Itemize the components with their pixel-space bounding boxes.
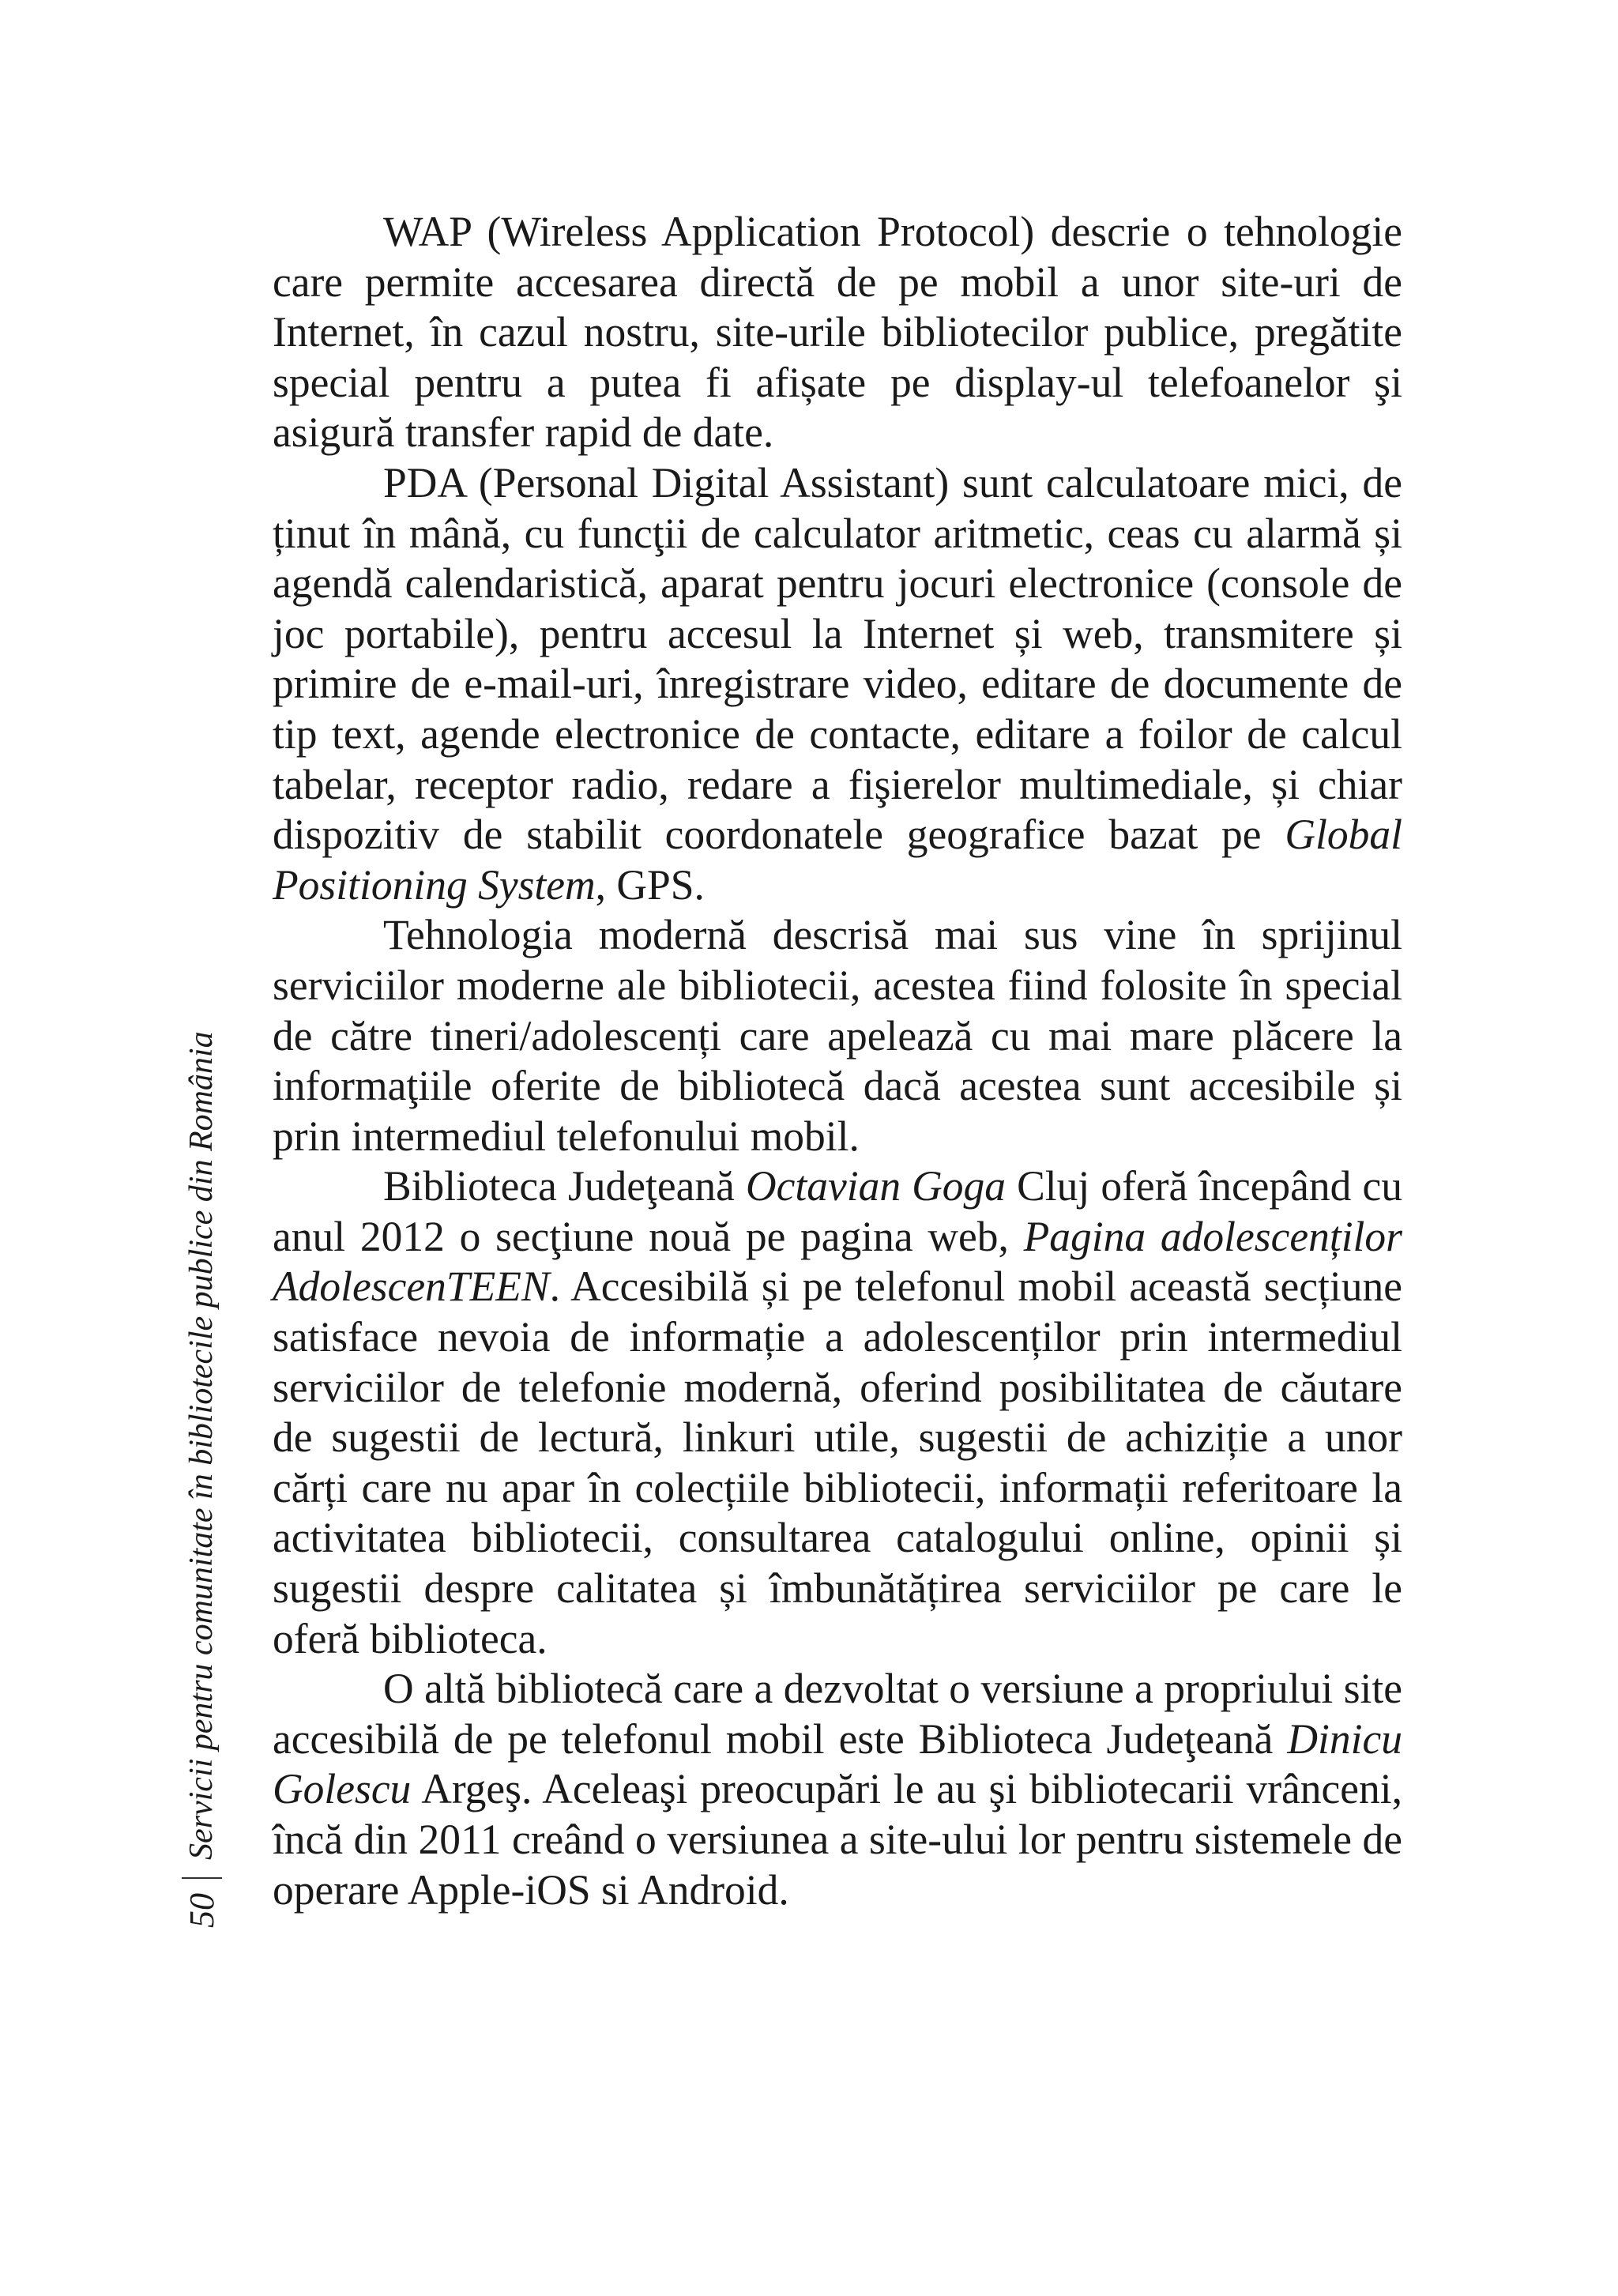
paragraph-arges [273,1664,1402,1915]
paragraph-pda-text: PDA (Personal Digital Assistant) sunt calculatoare mici, de ținut în mână, cu funcţii de calculator aritmetic, ceas cu alarmă și agendă calendaristică, aparat pentru jocuri electronice (console de joc portabile), pentru accesul la Internet și web, transmitere și primire de e-mail-uri, înregistrare video, editare de documente de tip text, agende electronice de contacte, editare a foilor de calcul tabelar, receptor radio, redare a fişierelor multimediale, și chiar dispozitiv de stabilit coordonatele geografice bazat pe [273,458,1402,859]
paragraph-wap [273,207,1402,458]
paragraph-cluj-text: Biblioteca Judeţeană [383,1162,746,1210]
paragraph-cluj-italic-section: Pagina adolescenților AdolescenTEEN [273,1212,1402,1311]
paragraph-cluj-text-mid: Cluj oferă începând cu anul 2012 o secţiune nouă pe pagina web, [273,1162,1403,1260]
paragraph-pda [273,458,1402,910]
body-text [273,207,1402,1915]
paragraph-arges-text-end: Argeş. Aceleaşi preocupări le au şi bibliotecarii vrânceni, încă din 2011 creând o versiunea a site-ului lor pentru sistemele de operare Apple-iOS si Android. [273,1765,1402,1914]
paragraph-modern-tech-text: Tehnologia modernă descrisă mai sus vine în sprijinul serviciilor moderne ale bibliotecii, acestea fiind folosite în special de către tineri/adolescenți care apelează cu mai mare plăcere la informaţiile oferite de bibliotecă dacă acestea sunt accesibile și prin intermediul telefonului mobil. [273,911,1402,1160]
paragraph-arges-italic-name: Dinicu Golescu [273,1714,1402,1813]
paragraph-cluj-text-end: . Accesibilă și pe telefonul mobil această secțiune satisface nevoia de informație a adolescenților prin intermediul serviciilor de telefonie modernă, oferind posibilitatea de căutare de sugestii de lectură, linkuri utile, sugestii de achiziție a unor cărți care nu apar în colecțiile bibliotecii, informații referitoare la activitatea bibliotecii, consultarea catalogului online, opinii și sugestii despre calitatea și îmbunătățirea serviciilor pe care le oferă biblioteca. [273,1263,1402,1662]
paragraph-pda-italic-gps: Global Positioning System [273,811,1402,909]
paragraph-pda-text-end: , GPS. [595,860,705,909]
paragraph-modern-tech [273,910,1402,1161]
paragraph-cluj [273,1161,1402,1664]
running-head [174,869,229,1928]
paragraph-arges-text: O altă bibliotecă care a dezvoltat o versiune a propriului site accesibilă de pe telefonul mobil este Biblioteca Judeţeană [273,1665,1402,1763]
paragraph-wap-text: WAP (Wireless Application Protocol) descrie o tehnologie care permite accesarea directă de pe mobil a unor site-uri de Internet, în cazul nostru, site-urile bibliotecilor publice, pregătite special pentru a putea fi afișate pe display-ul telefoanelor şi asigură transfer rapid de date. [273,208,1402,457]
paragraph-cluj-italic-name: Octavian Goga [745,1162,1007,1210]
running-head-title: Servicii pentru comunitate în bibliotecile publice din România [183,1031,220,1860]
page-number: 50 [182,1877,222,1928]
